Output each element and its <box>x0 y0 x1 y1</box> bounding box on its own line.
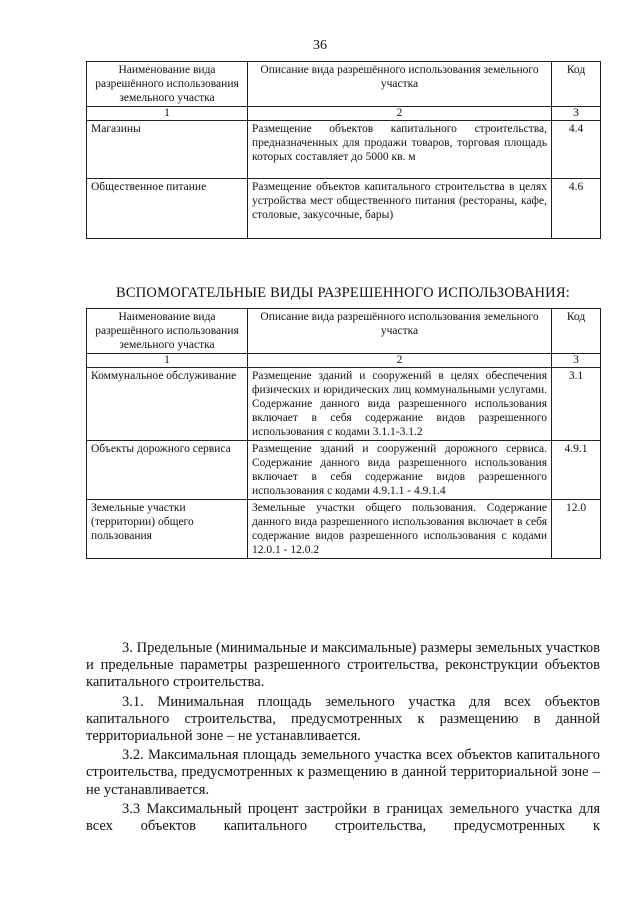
auxiliary-uses-table <box>86 308 601 559</box>
column-number-row <box>87 354 601 368</box>
use-name-cell: Земельные участки (территории) общего пользования <box>87 500 248 559</box>
column-number: 3 <box>552 354 601 368</box>
use-code-cell: 3.1 <box>552 368 601 441</box>
table-header-row <box>87 309 601 354</box>
use-description-cell: Размещение зданий и сооружений дорожного сервиса. Содержание данного вида разрешенного использования включает в себя содержание видов разрешенного использования с кодами 4.9.1.1 - 4.9.1.4 <box>248 441 552 500</box>
table-row <box>87 121 601 179</box>
use-description-cell: Размещение зданий и сооружений в целях обеспечения физических и юридических лиц коммунальными услугами. Содержание данного вида разрешенного использования включает в себя содержание видов разрешенного использования с кодами 3.1.1-3.1.2 <box>248 368 552 441</box>
column-number: 2 <box>248 107 552 121</box>
column-header-code: Код <box>552 62 601 107</box>
column-number: 2 <box>248 354 552 368</box>
column-number: 3 <box>552 107 601 121</box>
paragraph: 3.3 Максимальный процент застройки в границах земельного участка для всех объектов капитального строительства, предусмотренных к <box>86 800 600 835</box>
paragraph: 3.2. Максимальная площадь земельного участка всех объектов капитального строительства, предусмотренных к размещению в данной территориальной зоне – не устанавливается. <box>86 747 600 798</box>
use-description-cell: Размещение объектов капитального строительства в целях устройства мест общественного питания (рестораны, кафе, столовые, закусочные, бары) <box>248 179 552 239</box>
column-header-description: Описание вида разрешённого использования земельного участка <box>248 62 552 107</box>
use-code-cell: 12.0 <box>552 500 601 559</box>
use-description-cell: Земельные участки общего пользования. Содержание данного вида разрешенного использования включает в себя содержание видов разрешенного использования с кодами 12.0.1 - 12.0.2 <box>248 500 552 559</box>
column-header-name: Наименование вида разрешённого использования земельного участка <box>87 309 248 354</box>
column-number: 1 <box>87 354 248 368</box>
use-name-cell: Магазины <box>87 121 248 179</box>
paragraph: 3. Предельные (минимальные и максимальные) размеры земельных участков и предельные параметры разрешенного строительства, реконструкции объектов капитального строительства. <box>86 640 600 691</box>
auxiliary-uses-heading: ВСПОМОГАТЕЛЬНЫЕ ВИДЫ РАЗРЕШЕННОГО ИСПОЛЬЗОВАНИЯ: <box>116 285 570 301</box>
use-code-cell: 4.4 <box>552 121 601 179</box>
column-header-code: Код <box>552 309 601 354</box>
use-description-cell: Размещение объектов капитального строительства, предназначенных для продажи товаров, торговая площадь которых составляет до 5000 кв. м <box>248 121 552 179</box>
page-number: 36 <box>313 38 327 53</box>
use-name-cell: Общественное питание <box>87 179 248 239</box>
use-code-cell: 4.9.1 <box>552 441 601 500</box>
column-number: 1 <box>87 107 248 121</box>
use-name-cell: Объекты дорожного сервиса <box>87 441 248 500</box>
table-row <box>87 179 601 239</box>
main-uses-table <box>86 61 601 239</box>
column-number-row <box>87 107 601 121</box>
column-header-description: Описание вида разрешённого использования земельного участка <box>248 309 552 354</box>
table-row <box>87 368 601 441</box>
table-header-row <box>87 62 601 107</box>
use-code-cell: 4.6 <box>552 179 601 239</box>
use-name-cell: Коммунальное обслуживание <box>87 368 248 441</box>
column-header-name: Наименование вида разрешённого использования земельного участка <box>87 62 248 107</box>
table-row <box>87 441 601 500</box>
body-text <box>86 640 600 837</box>
table-row <box>87 500 601 559</box>
paragraph: 3.1. Минимальная площадь земельного участка для всех объектов капитального строительства, предусмотренных к размещению в данной территориальной зоне – не устанавливается. <box>86 693 600 745</box>
